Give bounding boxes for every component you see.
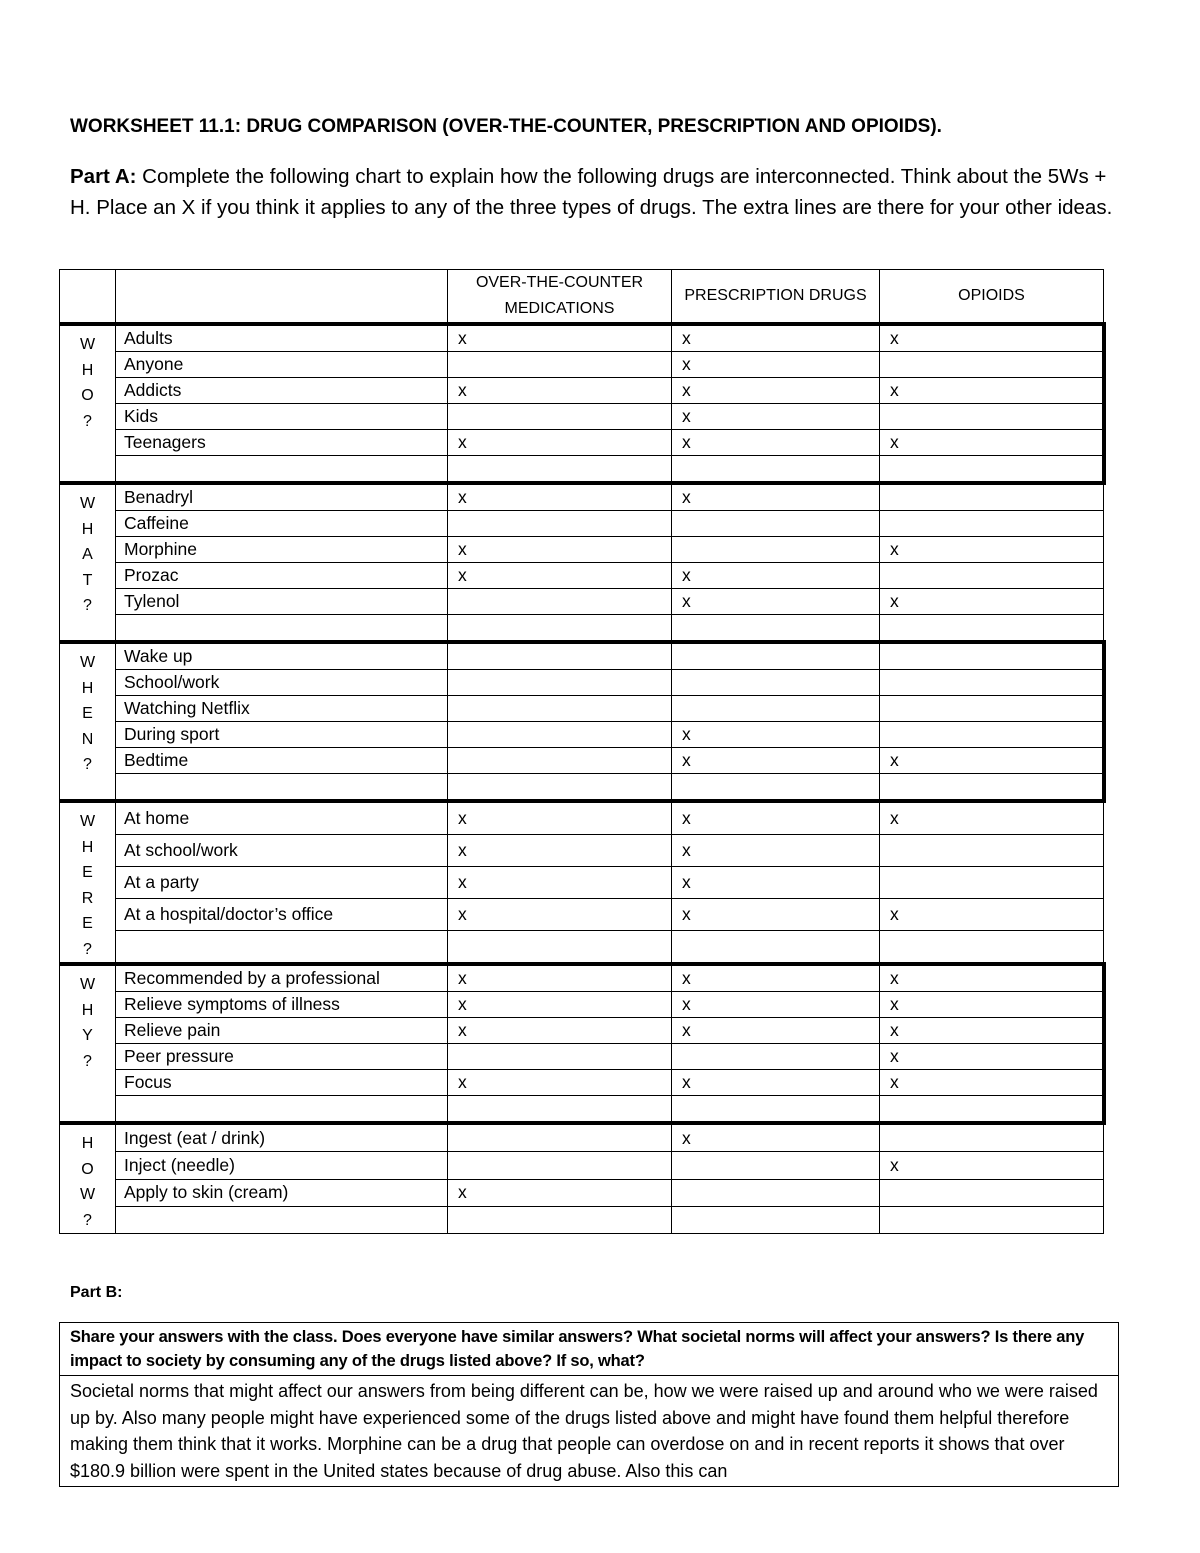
table-row [60, 774, 1104, 802]
otc-cell[interactable]: x [448, 964, 672, 992]
prescription-cell[interactable]: x [672, 722, 880, 748]
item-label: Teenagers [116, 430, 448, 456]
table-row [60, 748, 1104, 774]
prescription-cell[interactable]: x [672, 801, 880, 835]
prescription-cell[interactable]: x [672, 483, 880, 511]
otc-cell[interactable] [448, 456, 672, 484]
prescription-cell[interactable] [672, 642, 880, 670]
otc-cell[interactable]: x [448, 378, 672, 404]
question-letter: E [82, 705, 93, 722]
question-letter: H [81, 679, 94, 697]
item-label [116, 1206, 448, 1233]
item-label [116, 930, 448, 964]
opioid-cell[interactable]: x [880, 748, 1104, 774]
table-row [60, 930, 1104, 964]
otc-cell[interactable]: x [448, 430, 672, 456]
question-letter: O [81, 1160, 94, 1178]
item-label [116, 774, 448, 802]
otc-cell[interactable] [448, 642, 672, 670]
table-row [60, 722, 1104, 748]
prescription-cell[interactable] [672, 930, 880, 964]
item-label: Relieve symptoms of illness [116, 992, 448, 1018]
part-b-answer[interactable]: Societal norms that might affect our answers from being different can be, how we were raised up and around who we were raised up by. Also many people might have experienced some of the drugs listed above and might have found them helpful therefore making them think that it works. Morphine can be a drug that people can overdose on and in recent reports it shows that over $180.9 billion were spent in the United states because of drug abuse. Also this can [60, 1376, 1119, 1487]
question-letter: ? [83, 412, 92, 430]
otc-cell[interactable] [448, 722, 672, 748]
question-label [60, 483, 116, 642]
question-letter: W [79, 336, 96, 353]
question-label [60, 1123, 116, 1234]
prescription-cell[interactable]: x [672, 964, 880, 992]
otc-cell[interactable]: x [448, 1070, 672, 1096]
question-label [60, 964, 116, 1123]
question-letter: R [81, 889, 94, 907]
prescription-cell[interactable]: x [672, 1018, 880, 1044]
item-label: Ingest (eat / drink) [116, 1123, 448, 1152]
otc-cell[interactable]: x [448, 898, 672, 930]
question-label [60, 801, 116, 964]
opioid-cell[interactable] [880, 615, 1104, 643]
question-letter: W [79, 813, 96, 830]
item-label: Bedtime [116, 748, 448, 774]
table-row [60, 352, 1104, 378]
prescription-cell[interactable]: x [672, 324, 880, 352]
otc-cell[interactable]: x [448, 483, 672, 511]
header-empty-cell [116, 270, 448, 325]
prescription-cell[interactable] [672, 696, 880, 722]
prescription-cell[interactable] [672, 537, 880, 563]
otc-cell[interactable] [448, 774, 672, 802]
item-label: At a party [116, 867, 448, 899]
drug-comparison-table [59, 269, 1106, 1234]
item-label: Watching Netflix [116, 696, 448, 722]
question-label [60, 324, 116, 483]
question-letter: W [79, 654, 96, 671]
opioid-cell[interactable] [880, 670, 1104, 696]
opioid-cell[interactable]: x [880, 430, 1104, 456]
opioid-cell[interactable] [880, 722, 1104, 748]
otc-cell[interactable] [448, 1123, 672, 1152]
question-letter: ? [83, 1052, 92, 1070]
table-row [60, 696, 1104, 722]
opioid-cell[interactable]: x [880, 537, 1104, 563]
opioid-cell[interactable] [880, 563, 1104, 589]
table-row [60, 670, 1104, 696]
table-row [60, 898, 1104, 930]
item-label: Addicts [116, 378, 448, 404]
table-row [60, 615, 1104, 643]
table-row [60, 456, 1104, 484]
opioid-cell[interactable] [880, 1179, 1104, 1206]
item-label: Relieve pain [116, 1018, 448, 1044]
otc-cell[interactable]: x [448, 835, 672, 867]
question-label [60, 642, 116, 801]
item-label: Benadryl [116, 483, 448, 511]
question-letter: E [82, 915, 93, 932]
question-letter: O [81, 387, 94, 404]
otc-cell[interactable]: x [448, 992, 672, 1018]
opioid-cell[interactable]: x [880, 801, 1104, 835]
item-label: Caffeine [116, 511, 448, 537]
item-label: Anyone [116, 352, 448, 378]
opioid-cell[interactable]: x [880, 1070, 1104, 1096]
prescription-cell[interactable] [672, 1096, 880, 1124]
question-letter: H [81, 1135, 94, 1152]
table-row [60, 1123, 1104, 1152]
question-letter: E [82, 864, 93, 881]
table-row [60, 483, 1104, 511]
otc-cell[interactable]: x [448, 1018, 672, 1044]
table-row [60, 378, 1104, 404]
header-prescription: PRESCRIPTION DRUGS [672, 270, 880, 325]
otc-cell[interactable]: x [448, 563, 672, 589]
prescription-cell[interactable]: x [672, 378, 880, 404]
question-letter: ? [83, 1211, 92, 1229]
otc-cell[interactable] [448, 748, 672, 774]
table-row [60, 867, 1104, 899]
otc-cell[interactable]: x [448, 1179, 672, 1206]
otc-cell[interactable]: x [448, 801, 672, 835]
opioid-cell[interactable] [880, 404, 1104, 430]
prescription-cell[interactable]: x [672, 992, 880, 1018]
prescription-cell[interactable]: x [672, 352, 880, 378]
item-label: At school/work [116, 835, 448, 867]
item-label: Focus [116, 1070, 448, 1096]
opioid-cell[interactable]: x [880, 324, 1104, 352]
table-row [60, 964, 1104, 992]
opioid-cell[interactable] [880, 867, 1104, 899]
part-a-text: Complete the following chart to explain how the following drugs are interconnected. Think about the 5Ws + H. Place an X if you think it applies to any of the three types of drugs. The extra lines are there for your other ideas. [70, 165, 1113, 219]
table-row [60, 1179, 1104, 1206]
prescription-cell[interactable] [672, 1206, 880, 1233]
otc-cell[interactable]: x [448, 537, 672, 563]
question-letter: W [79, 976, 96, 993]
otc-cell[interactable] [448, 696, 672, 722]
otc-cell[interactable] [448, 1044, 672, 1070]
opioid-cell[interactable] [880, 696, 1104, 722]
opioid-cell[interactable] [880, 835, 1104, 867]
prescription-cell[interactable]: x [672, 430, 880, 456]
item-label [116, 456, 448, 484]
otc-cell[interactable] [448, 352, 672, 378]
opioid-cell[interactable] [880, 511, 1104, 537]
item-label [116, 1096, 448, 1124]
prescription-cell[interactable] [672, 456, 880, 484]
otc-cell[interactable] [448, 1096, 672, 1124]
item-label: During sport [116, 722, 448, 748]
table-row [60, 1018, 1104, 1044]
part-b-box [59, 1322, 1119, 1487]
prescription-cell[interactable]: x [672, 1123, 880, 1152]
otc-cell[interactable] [448, 511, 672, 537]
table-header-row [60, 270, 1104, 325]
worksheet-title: WORKSHEET 11.1: DRUG COMPARISON (OVER-THE-COUNTER, PRESCRIPTION AND OPIOIDS). [70, 116, 942, 137]
prescription-cell[interactable]: x [672, 404, 880, 430]
opioid-cell[interactable]: x [880, 378, 1104, 404]
prescription-cell[interactable]: x [672, 589, 880, 615]
table-row [60, 430, 1104, 456]
table-row [60, 404, 1104, 430]
part-a-instructions [70, 161, 1130, 223]
question-letter: T [82, 571, 93, 589]
question-letter: W [79, 495, 96, 512]
item-label: Wake up [116, 642, 448, 670]
otc-cell[interactable]: x [448, 324, 672, 352]
table-row [60, 642, 1104, 670]
opioid-cell[interactable] [880, 1123, 1104, 1152]
opioid-cell[interactable] [880, 352, 1104, 378]
prescription-cell[interactable]: x [672, 835, 880, 867]
otc-cell[interactable] [448, 1206, 672, 1233]
otc-cell[interactable] [448, 615, 672, 643]
header-opioids: OPIOIDS [880, 270, 1104, 325]
table-row [60, 801, 1104, 835]
item-label: School/work [116, 670, 448, 696]
question-letter: ? [83, 940, 92, 958]
header-otc: OVER-THE-COUNTER MEDICATIONS [448, 270, 672, 325]
item-label [116, 615, 448, 643]
table-row [60, 1206, 1104, 1233]
question-letter: H [81, 361, 94, 379]
table-row [60, 537, 1104, 563]
part-b-label: Part B: [70, 1284, 123, 1301]
otc-cell[interactable] [448, 930, 672, 964]
table-row [60, 992, 1104, 1018]
table-row [60, 589, 1104, 615]
opioid-cell[interactable] [880, 1096, 1104, 1124]
question-letter: N [81, 730, 94, 748]
table-row [60, 563, 1104, 589]
otc-cell[interactable] [448, 404, 672, 430]
prescription-cell[interactable] [672, 1179, 880, 1206]
item-label: Prozac [116, 563, 448, 589]
opioid-cell[interactable]: x [880, 964, 1104, 992]
table-row [60, 1096, 1104, 1124]
otc-cell[interactable]: x [448, 867, 672, 899]
opioid-cell[interactable] [880, 1206, 1104, 1233]
question-letter: H [81, 1001, 94, 1019]
otc-cell[interactable] [448, 670, 672, 696]
opioid-cell[interactable] [880, 642, 1104, 670]
question-letter: W [79, 1186, 96, 1203]
otc-cell[interactable] [448, 589, 672, 615]
part-b-question: Share your answers with the class. Does everyone have similar answers? What societal norms will affect your answers? Is there any impact to society by consuming any of the drugs listed above? If so, what? [60, 1323, 1119, 1376]
table-row [60, 511, 1104, 537]
item-label: Inject (needle) [116, 1152, 448, 1179]
question-letter: H [81, 520, 94, 538]
question-letter: H [81, 838, 94, 856]
item-label: Kids [116, 404, 448, 430]
prescription-cell[interactable]: x [672, 898, 880, 930]
header-empty-cell [60, 270, 116, 325]
opioid-cell[interactable] [880, 930, 1104, 964]
item-label: Recommended by a professional [116, 964, 448, 992]
item-label: Morphine [116, 537, 448, 563]
question-letter: ? [83, 756, 92, 773]
item-label: Adults [116, 324, 448, 352]
prescription-cell[interactable]: x [672, 563, 880, 589]
table-row [60, 835, 1104, 867]
question-letter: Y [82, 1027, 93, 1044]
item-label: Apply to skin (cream) [116, 1179, 448, 1206]
opioid-cell[interactable]: x [880, 1044, 1104, 1070]
opioid-cell[interactable]: x [880, 1018, 1104, 1044]
part-a-label: Part A: [70, 165, 137, 188]
opioid-cell[interactable] [880, 483, 1104, 511]
item-label: Tylenol [116, 589, 448, 615]
question-letter: A [82, 546, 93, 563]
opioid-cell[interactable]: x [880, 1152, 1104, 1179]
opioid-cell[interactable]: x [880, 898, 1104, 930]
opioid-cell[interactable]: x [880, 589, 1104, 615]
prescription-cell[interactable] [672, 670, 880, 696]
prescription-cell[interactable]: x [672, 748, 880, 774]
table-row [60, 1152, 1104, 1179]
prescription-cell[interactable] [672, 1044, 880, 1070]
otc-cell[interactable] [448, 1152, 672, 1179]
prescription-cell[interactable] [672, 511, 880, 537]
table-row [60, 1070, 1104, 1096]
item-label: At a hospital/doctor’s office [116, 898, 448, 930]
table-row [60, 324, 1104, 352]
item-label: Peer pressure [116, 1044, 448, 1070]
opioid-cell[interactable] [880, 456, 1104, 484]
opioid-cell[interactable] [880, 774, 1104, 802]
prescription-cell[interactable] [672, 774, 880, 802]
prescription-cell[interactable] [672, 615, 880, 643]
prescription-cell[interactable] [672, 1152, 880, 1179]
prescription-cell[interactable]: x [672, 1070, 880, 1096]
prescription-cell[interactable]: x [672, 867, 880, 899]
item-label: At home [116, 801, 448, 835]
table-row [60, 1044, 1104, 1070]
question-letter: ? [83, 597, 92, 614]
opioid-cell[interactable]: x [880, 992, 1104, 1018]
